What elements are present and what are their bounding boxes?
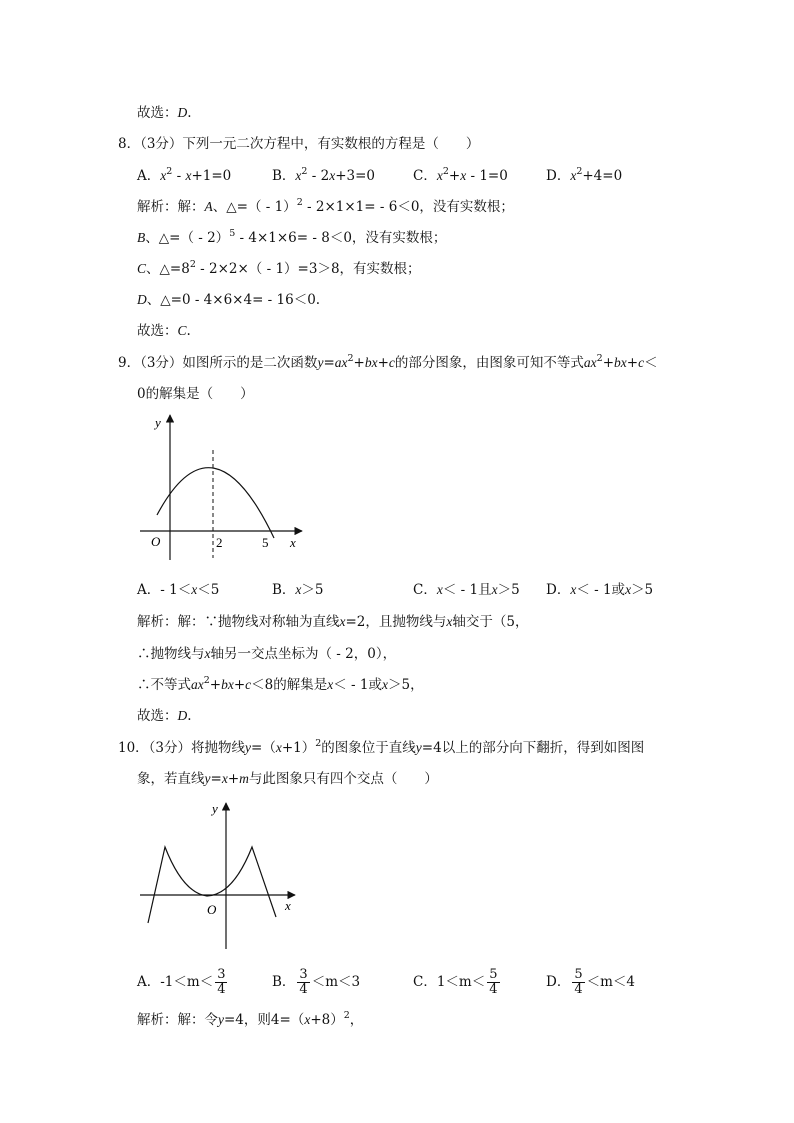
q10-y-label: y	[212, 801, 218, 816]
q10-solution-line-1: 解析：解：令y=4，则$4=(x+8)^2$，	[137, 1010, 364, 1028]
q8-option-c: C．$x^2+x - 1=0$	[413, 166, 508, 184]
q9-solution-line-2: ∴抛物线与x轴另一交点坐标为（ - 2，0），	[137, 646, 397, 662]
q10-origin-label: O	[207, 902, 217, 917]
q10-option-b: B． $\frac{3}{4}$ ＜m＜3	[272, 967, 361, 997]
q8-option-d: D．$x^2+4=0$	[546, 166, 623, 184]
q10-option-d: D． $\frac{5}{4}$ ＜m＜4	[546, 967, 635, 997]
q8-option-a: A．$x^2 - x+1=0$	[137, 166, 232, 184]
q9-option-d: D．x＜ - 1或x＞5	[546, 582, 654, 598]
q8-solution-line-3: C、$\triangle=8^2 - 2\times 2\times( - 1)=3>8$，有实数根；	[137, 259, 421, 277]
q8-answer: 故选：C.	[137, 323, 191, 339]
q9-option-b: B．x＞5	[272, 582, 324, 598]
q9-origin-label: O	[151, 534, 161, 549]
q9-stem-line-2: 0的解集是（ ）	[137, 386, 254, 402]
q9-parabola	[157, 468, 274, 538]
q10-stem-line-2: 象，若直线y=x+m与此图象只有四个交点（ ）	[137, 771, 438, 787]
q7-answer: 故选：D.	[137, 105, 192, 121]
q10-option-a: A．-1＜m＜ $\frac{3}{4}$	[137, 967, 226, 997]
q10-graph	[135, 797, 305, 952]
q10-option-c: C．1＜m＜ $\frac{5}{4}$	[413, 967, 498, 997]
q9-tick-5: 5	[262, 535, 269, 550]
q8-solution-line-2: B、△=（ - 2）$^5$ - 4×1×6= - 8＜0，没有实数根；	[137, 228, 447, 246]
q8-option-b: B．$x^2 - 2x+3=0$	[272, 166, 376, 184]
q8-solution-line-1: 解析：解：A、△=（ - 1）$^2$ - 2×1×1= - 6＜0，没有实数根；	[137, 197, 514, 215]
q8-solution-line-4: D、△=0 - 4×6×4= - 16＜0.	[137, 292, 321, 308]
q9-answer: 故选：D.	[137, 708, 192, 724]
q9-x-label: x	[290, 535, 296, 550]
q9-option-c: C．x＜ - 1且x＞5	[413, 582, 520, 598]
q9-tick-2: 2	[216, 535, 223, 550]
q8-stem: 8．（3分）下列一元二次方程中，有实数根的方程是（ ）	[118, 136, 480, 152]
q9-graph	[135, 410, 310, 560]
q10-x-label: x	[285, 898, 291, 913]
q9-solution-line-1: 解析：解：∵抛物线对称轴为直线x=2，且抛物线与x轴交于（5，	[137, 614, 529, 630]
q9-option-a: A．- 1＜x＜5	[137, 582, 220, 598]
q9-y-label: y	[155, 415, 161, 430]
q10-stem-line-1: 10．（3分）将抛物线$y=(x+1)^2$的图象位于直线y=4以上的部分向下翻折，得到如图图	[118, 738, 645, 756]
q9-stem-line-1: 9．（3分）如图所示的是二次函数$y=ax^2+bx+c$的部分图象，由图象可知不等式$ax^2+bx+c<$	[118, 353, 658, 371]
q9-solution-line-3: ∴不等式$ax^2+bx+c<8$的解集是x＜ - 1或x＞5，	[137, 675, 424, 693]
